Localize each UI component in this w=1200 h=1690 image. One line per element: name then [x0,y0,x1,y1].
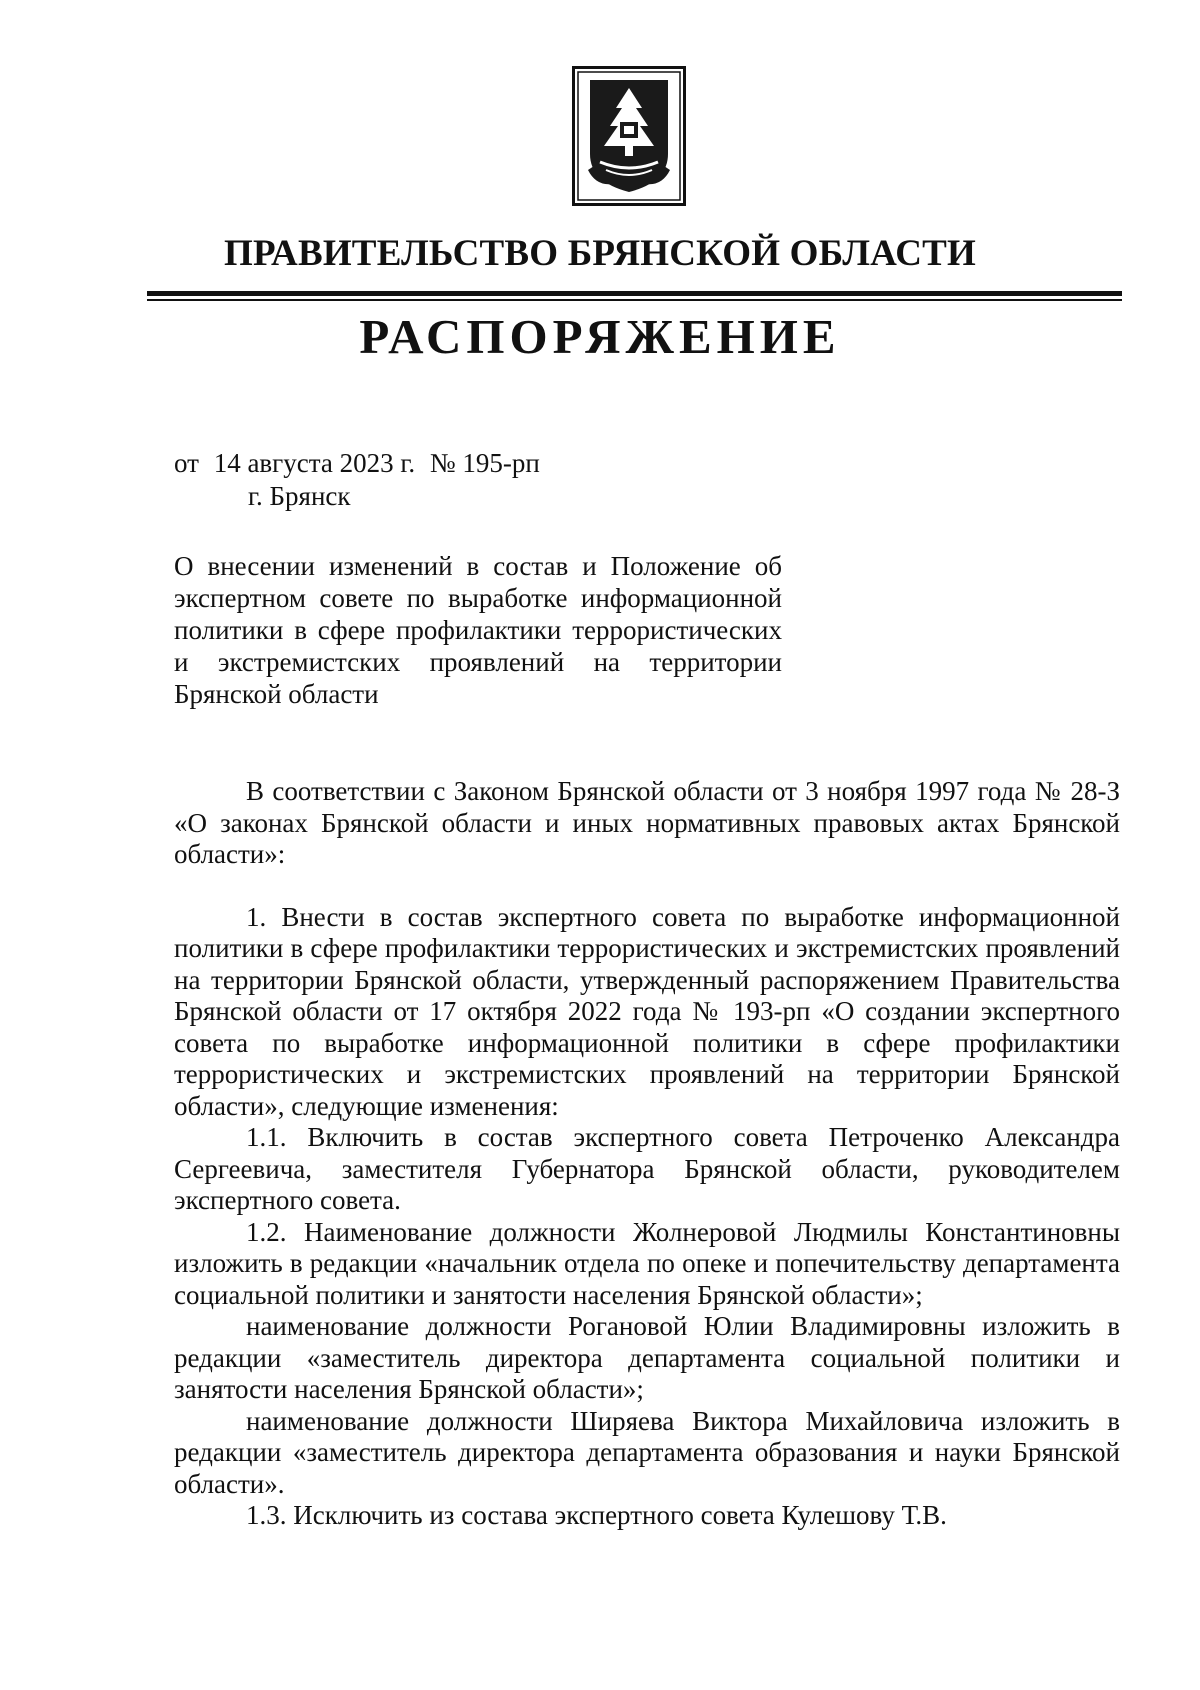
organization-name: ПРАВИТЕЛЬСТВО БРЯНСКОЙ ОБЛАСТИ [223,233,977,274]
date-prefix: от [174,448,199,478]
header-rule-thick [147,291,1122,296]
document-type-title: РАСПОРЯЖЕНИЕ [359,309,841,364]
item-1-2-b-paragraph: наименование должности Рогановой Юлии Владимировны изложить в редакции «заместитель директора департамента социальной политики и занятости населения Брянской области»; [174,1311,1120,1404]
document-body [174,776,1120,1532]
document-date: 14 августа 2023 г. [213,448,416,478]
item-1-3-paragraph: 1.3. Исключить из состава экспертного совета Кулешову Т.В. [246,1500,947,1530]
item-1-2-paragraph: 1.2. Наименование должности Жолнеровой Людмилы Константиновны изложить в редакции «начальник отдела по опеке и попечительству департамента социальной политики и занятости населения Брянской области»; [174,1216,1120,1310]
document-city: г. Брянск [248,481,351,511]
coat-of-arms-icon [572,66,686,206]
document-subject: О внесении изменений в состав и Положение об экспертном совете по выработке информационной политики в сфере профилактики террористических и экстремистских проявлений на территории Брянской области [174,551,782,709]
header-rule-thin [147,299,1122,301]
document-number: № 195-рп [429,448,540,478]
date-line [174,448,548,479]
item-1-2-c-paragraph: наименование должности Ширяева Виктора Михайловича изложить в редакции «заместитель директора департамента образования и науки Брянской области». [174,1405,1120,1499]
preamble-paragraph: В соответствии с Законом Брянской области от 3 ноября 1997 года № 28-З «О законах Брянской области и иных нормативных правовых актах Брянской области»: [174,776,1120,869]
item-1-1-paragraph: 1.1. Включить в состав экспертного совета Петроченко Александра Сергеевича, заместителя Губернатора Брянской области, руководителем экспертного совета. [174,1122,1120,1215]
item-1-paragraph: 1. Внести в состав экспертного совета по выработке информационной политики в сфере профилактики террористических и экстремистских проявлений на территории Брянской области, утвержденный распоряжением Правительства Брянской области от 17 октября 2022 года № 193-рп «О создании экспертного совета по выработке информационной политики в сфере профилактики террористических и экстремистских проявлений на территории Брянской области», следующие изменения: [174,901,1120,1121]
